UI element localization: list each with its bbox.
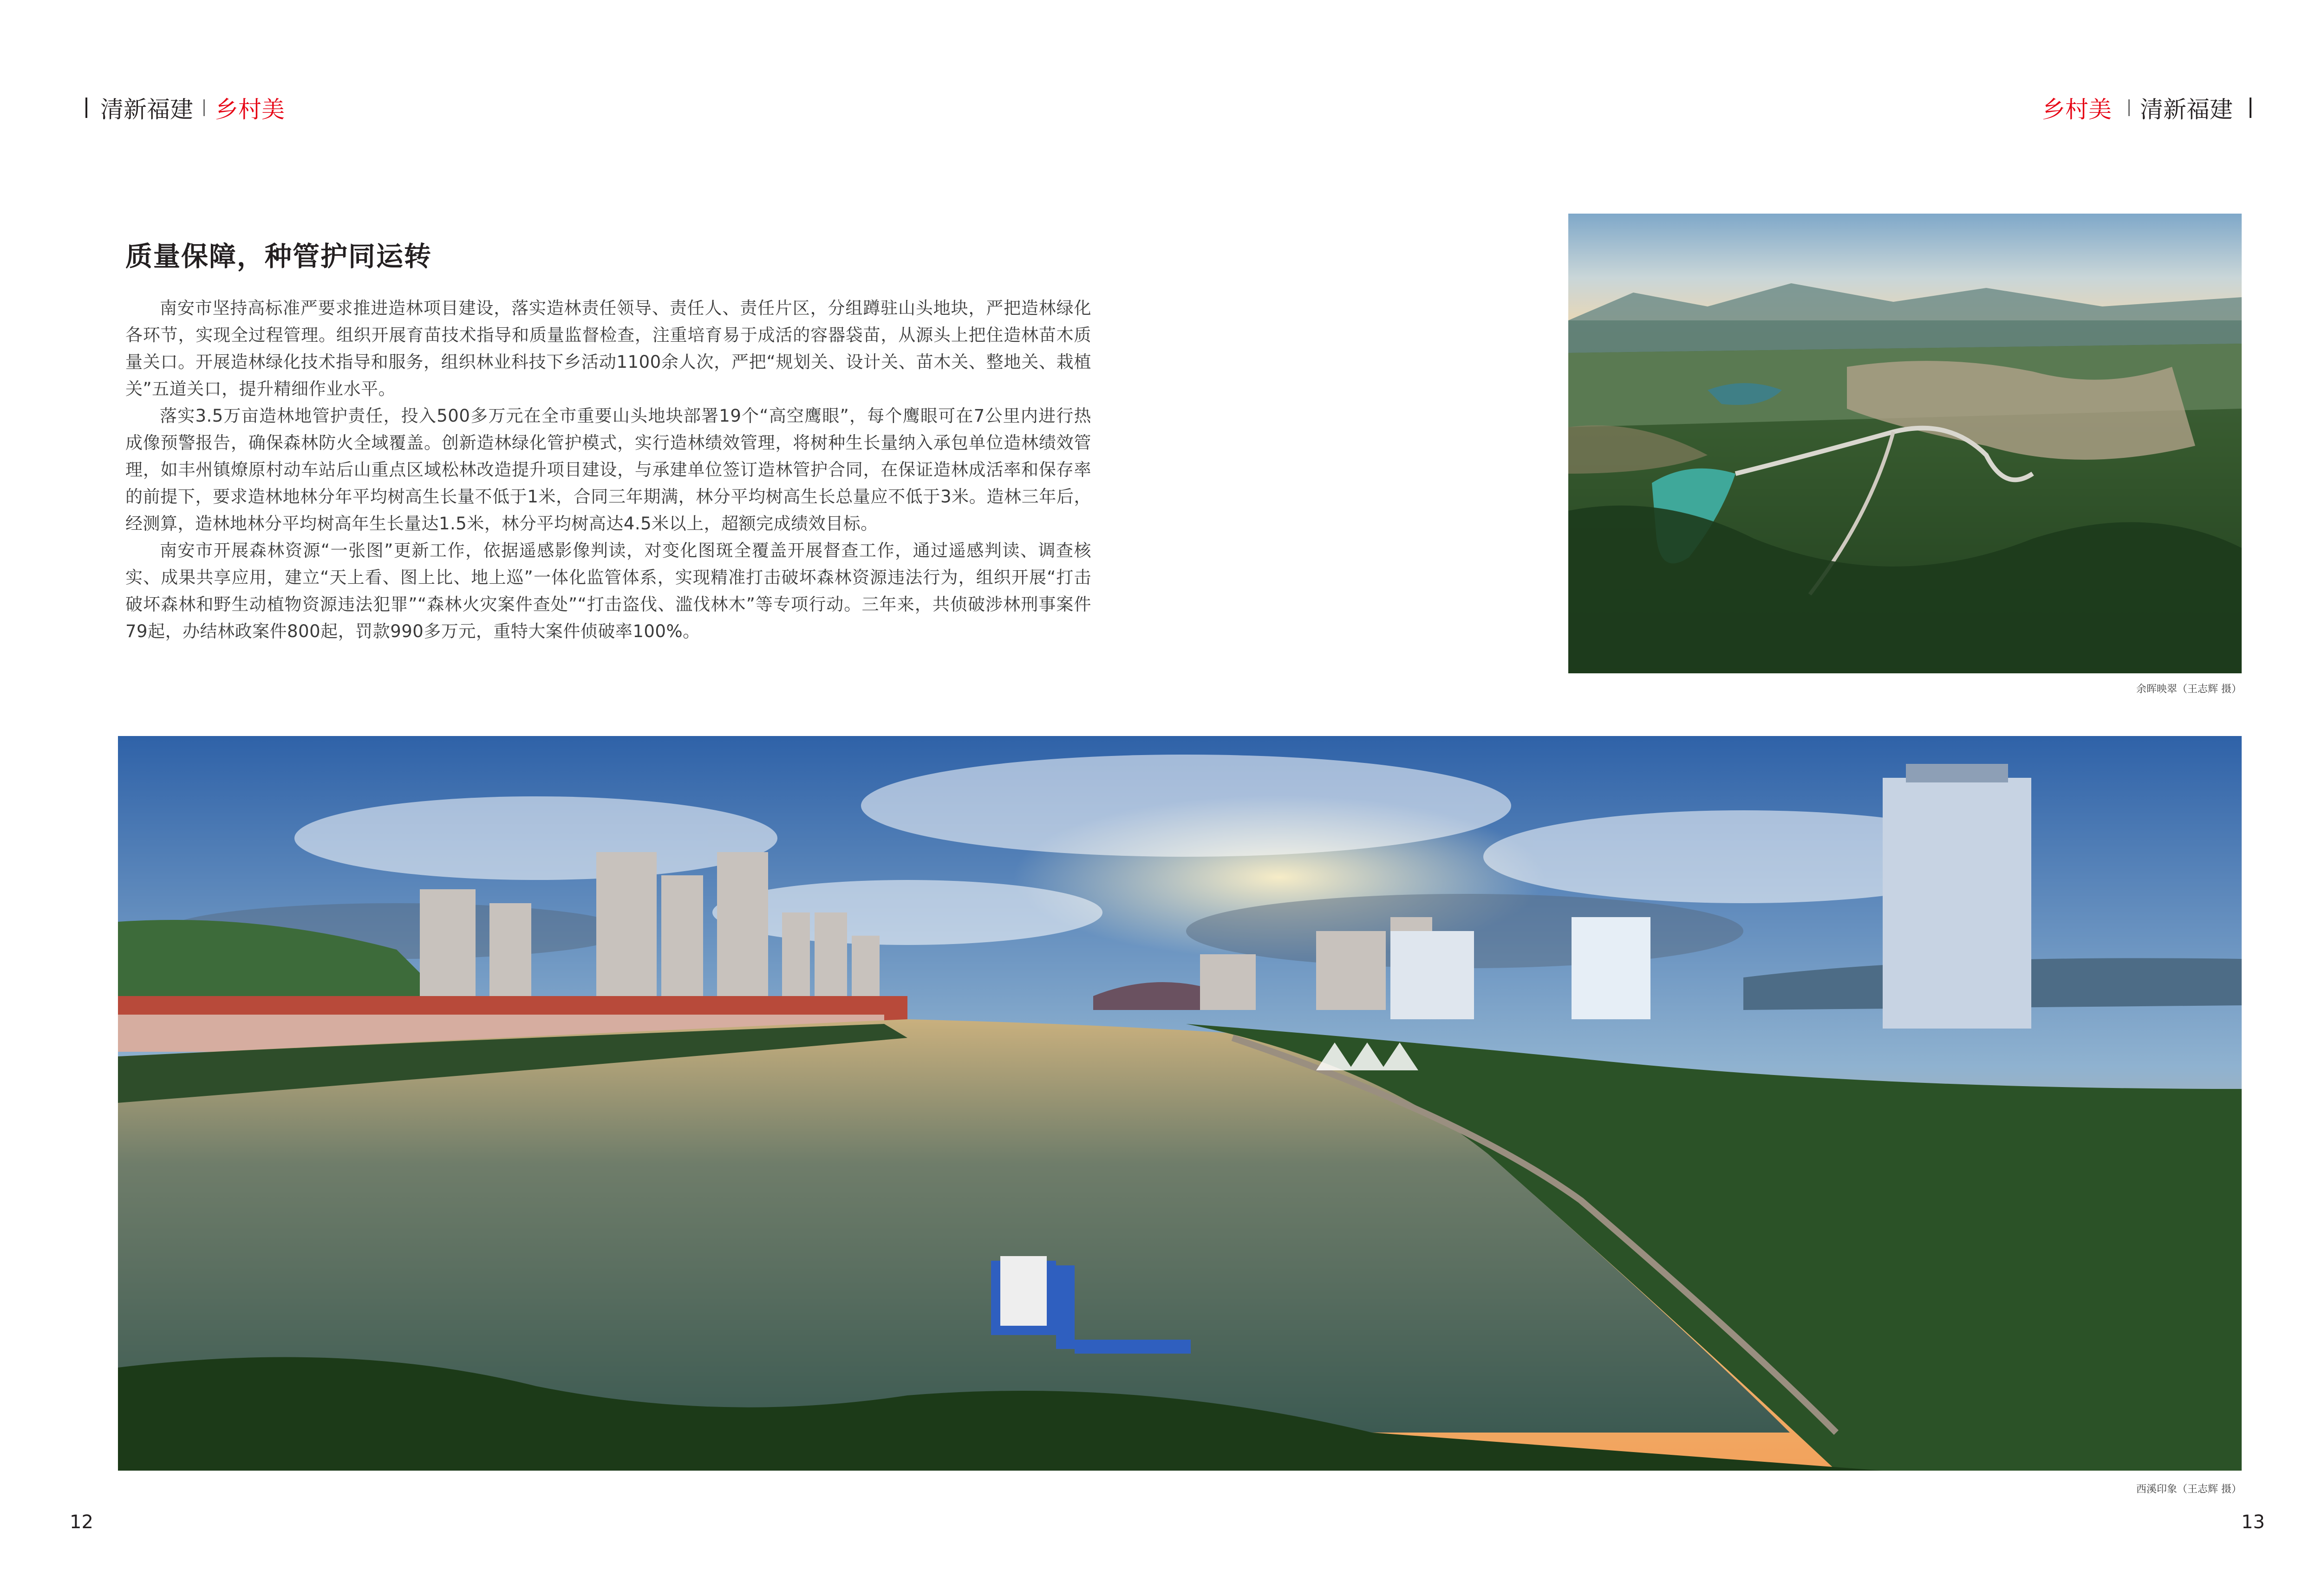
header-left	[85, 91, 285, 124]
article-paragraph-1: 南安市坚持高标准严要求推进造林项目建设，落实造林责任领导、责任人、责任片区，分组蹲驻山头地块，严把造林绿化各环节，实现全过程管理。组织开展育苗技术指导和质量监督检查，注重培育易于成活的容器袋苗，从源头上把住造林苗木质量关口。开展造林绿化技术指导和服务，组织林业科技下乡活动1100余人次，严把“规划关、设计关、苗木关、整地关、栽植关”五道关口，提升精细作业水平。	[125, 298, 1091, 399]
top-photo-caption: 余晖映翠（王志辉 摄）	[2136, 684, 2242, 695]
page-number-right: 13	[2241, 1511, 2265, 1533]
aerial-village-photo	[1568, 214, 2242, 673]
header-right	[2042, 91, 2251, 124]
river-city-panorama-photo	[118, 736, 2242, 1471]
header-left-divider	[203, 99, 205, 116]
article-body	[125, 295, 1091, 645]
page-number-left: 12	[70, 1511, 93, 1533]
header-left-topic: 乡村美	[215, 96, 285, 123]
header-right-topic: 乡村美	[2042, 96, 2112, 123]
header-left-section: 清新福建	[100, 96, 193, 123]
header-right-section: 清新福建	[2140, 96, 2233, 123]
pano-photo-caption: 西溪印象（王志辉 摄）	[2136, 1484, 2242, 1495]
header-left-bar	[85, 98, 87, 118]
header-right-bar	[2250, 98, 2251, 118]
article-paragraph-3: 南安市开展森林资源“一张图”更新工作，依据遥感影像判读，对变化图斑全覆盖开展督查工作，通过遥感判读、调查核实、成果共享应用，建立“天上看、图上比、地上巡”一体化监管体系，实现精准打击破坏森林资源违法行为，组织开展“打击破坏森林和野生动植物资源违法犯罪”“森林火灾案件查处”“打击盗伐、滥伐林木”等专项行动。三年来，共侦破涉林刑事案件79起，办结林政案件800起，罚款990多万元，重特大案件侦破率100%。	[125, 541, 1091, 641]
header-right-divider	[2128, 99, 2130, 116]
article-title: 质量保障，种管护同运转	[125, 241, 432, 272]
article-paragraph-2: 落实3.5万亩造林地管护责任，投入500多万元在全市重要山头地块部署19个“高空鹰眼”，每个鹰眼可在7公里内进行热成像预警报告，确保森林防火全域覆盖。创新造林绿化管护模式，实行造林绩效管理，将树种生长量纳入承包单位造林绩效管理，如丰州镇燎原村动车站后山重点区域松林改造提升项目建设，与承建单位签订造林管护合同，在保证造林成活率和保存率的前提下，要求造林地林分年平均树高生长量不低于1米，合同三年期满，林分平均树高生长总量应不低于3米。造林三年后，经测算，造林地林分平均树高年生长量达1.5米，林分平均树高达4.5米以上，超额完成绩效目标。	[125, 406, 1091, 534]
